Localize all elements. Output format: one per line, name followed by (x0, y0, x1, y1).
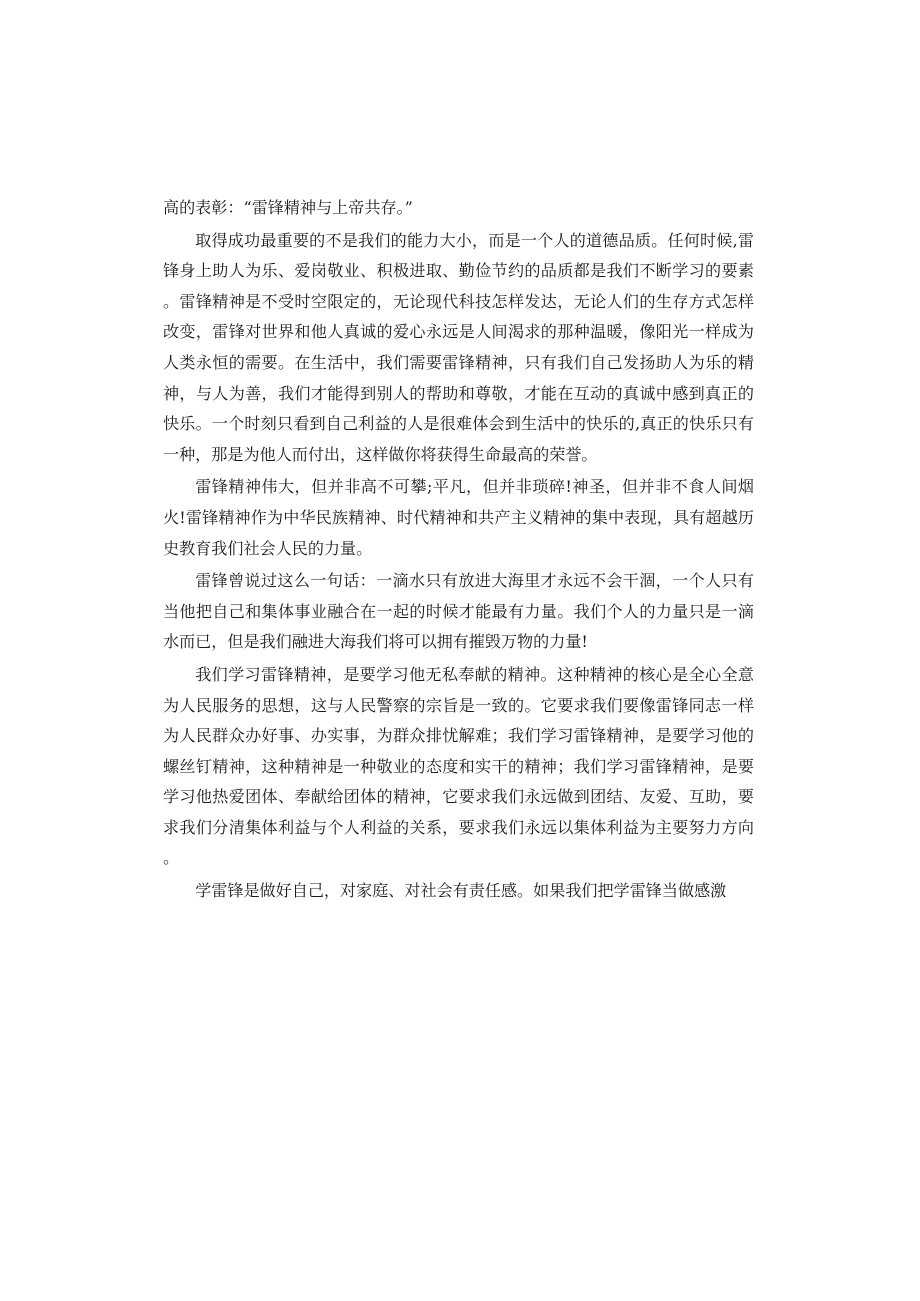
paragraph-drop-of-water: 雷锋曾说过这么一句话：一滴水只有放进大海里才永远不会干涸，一个人只有当他把自己和集体事业融合在一起的时候才能最有力量。我们个人的力量只是一滴水而已，但是我们融进大海我们将可以拥有摧毁万物的力量! (163, 571, 754, 652)
paragraph-continuation: 高的表彰：“雷锋精神与上帝共存。” (163, 198, 413, 217)
document-body (163, 193, 754, 907)
paragraph-learning-spirit: 我们学习雷锋精神，是要学习他无私奉献的精神。这种精神的核心是全心全意为人民服务的思想，这与人民警察的宗旨是一致的。它要求我们要像雷锋同志一样为人民群众办好事、办实事，为群众排忧解难；我们学习雷锋精神，是要学习他的螺丝钉精神，这种精神是一种敬业的态度和实干的精神；我们学习雷锋精神，是要学习他热爱团体、奉献给团体的精神，它要求我们永远做到团结、友爱、互助，要求我们分清集体利益与个人利益的关系，要求我们永远以集体利益为主要努力方向。 (163, 664, 754, 868)
paragraph-be-responsible: 学雷锋是做好自己，对家庭、对社会有责任感。如果我们把学雷锋当做感激 (195, 881, 727, 901)
paragraph-success-and-morality: 取得成功最重要的不是我们的能力大小，而是一个人的道德品质。任何时候,雷锋身上助人为乐、爱岗敬业、积极进取、勤俭节约的品质都是我们不断学习的要素。雷锋精神是不受时空限定的，无论现代科技怎样发达，无论人们的生存方式怎样改变，雷锋对世界和他人真诚的爱心永远是人间渴求的那种温暖，像阳光一样成为人类永恒的需要。在生活中，我们需要雷锋精神，只有我们自己发扬助人为乐的精神，与人为善，我们才能得到别人的帮助和尊敬，才能在互动的真诚中感到真正的快乐。一个时刻只看到自己利益的人是很难体会到生活中的快乐的,真正的快乐只有一种，那是为他人而付出，这样做你将获得生命最高的荣誉。 (163, 230, 754, 464)
paragraph-greatness-of-spirit: 雷锋精神伟大，但并非高不可攀;平凡，但并非琐碎!神圣，但并非不食人间烟火!雷锋精神作为中华民族精神、时代精神和共产主义精神的集中表现，具有超越历史教育我们社会人民的力量。 (163, 477, 754, 558)
